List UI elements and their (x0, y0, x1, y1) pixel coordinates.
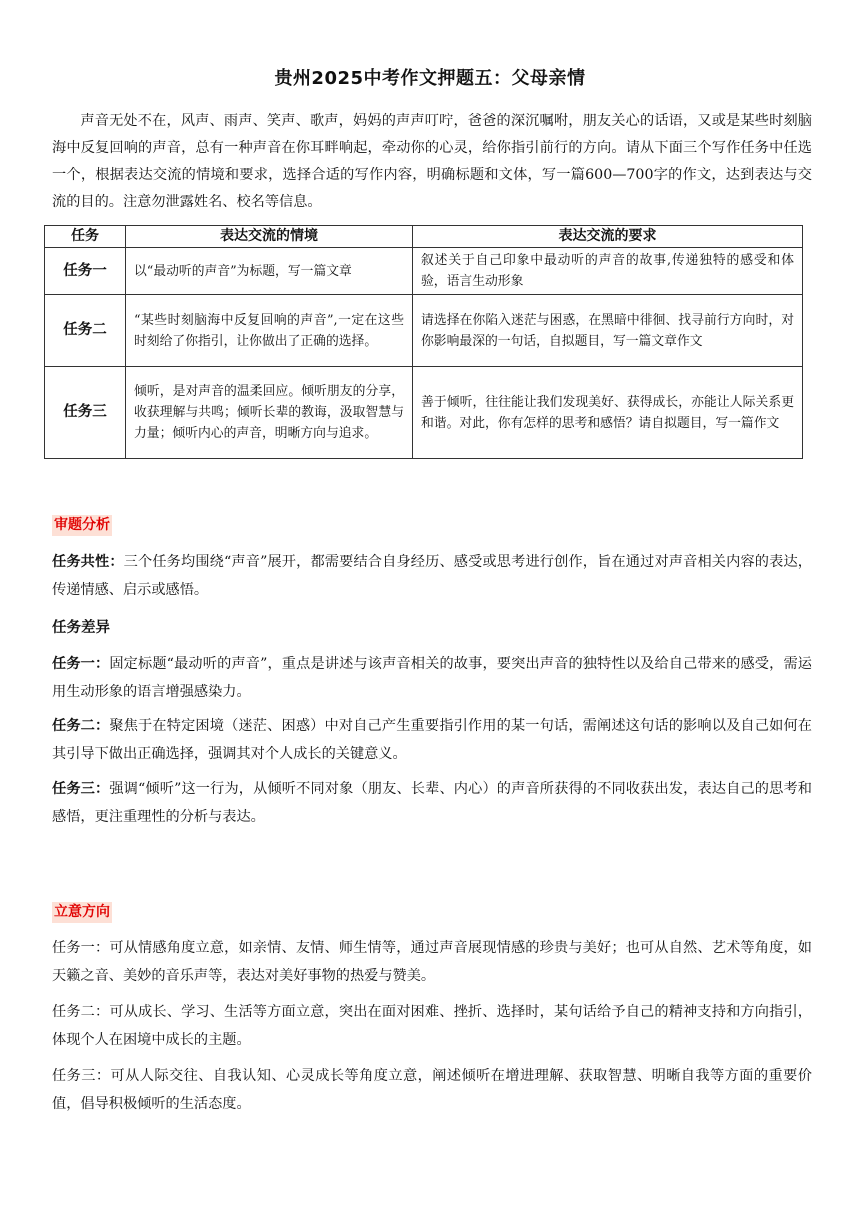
analysis-item-label: 任务二： (52, 718, 110, 734)
direction-item: 任务一：可从情感角度立意，如亲情、友情、师生情等，通过声音展现情感的珍贵与美好；也可从自然、艺术等角度，如天籁之音、美妙的音乐声等，表达对美好事物的热爱与赞美。 (52, 940, 812, 984)
table-header-task: 任务 (45, 226, 126, 248)
table-row (45, 367, 803, 459)
analysis-common-paragraph (52, 548, 812, 604)
task-requirement: 善于倾听，往往能让我们发现美好、获得成长，亦能让人际关系更和谐。对此，你有怎样的思考和感悟？请自拟题目，写一篇作文 (413, 367, 803, 459)
section-label-analysis: 审题分析 (52, 515, 112, 536)
task-name: 任务一 (45, 248, 126, 295)
analysis-item-text: 聚焦于在特定困境（迷茫、困惑）中对自己产生重要指引作用的某一句话，需阐述这句话的影响以及自己如何在其引导下做出正确选择，强调其对个人成长的关键意义。 (52, 718, 812, 762)
direction-item: 任务二：可从成长、学习、生活等方面立意，突出在面对困难、挫折、选择时，某句话给予自己的精神支持和方向指引，体现个人在困境中成长的主题。 (52, 1004, 812, 1048)
analysis-item (52, 650, 812, 706)
table-row (45, 295, 803, 367)
task-situation: 以“最动听的声音”为标题，写一篇文章 (126, 248, 413, 295)
analysis-item (52, 712, 812, 768)
direction-item: 任务三：可从人际交往、自我认知、心灵成长等角度立意，阐述倾听在增进理解、获取智慧、明晰自我等方面的重要价值，倡导积极倾听的生活态度。 (52, 1068, 812, 1112)
analysis-item-label: 任务一： (52, 656, 110, 672)
task-table (44, 225, 803, 459)
analysis-common-label: 任务共性： (52, 554, 124, 570)
analysis-item (52, 775, 812, 831)
table-header-requirement: 表达交流的要求 (413, 226, 803, 248)
table-header-situation: 表达交流的情境 (126, 226, 413, 248)
task-requirement: 请选择在你陷入迷茫与困惑，在黑暗中徘徊、找寻前行方向时，对你影响最深的一句话，自拟题目，写一篇文章作文 (413, 295, 803, 367)
task-name: 任务三 (45, 367, 126, 459)
task-situation: 倾听，是对声音的温柔回应。倾听朋友的分享，收获理解与共鸣；倾听长辈的教诲，汲取智慧与力量；倾听内心的声音，明晰方向与追求。 (126, 367, 413, 459)
intro-paragraph: 声音无处不在，风声、雨声、笑声、歌声，妈妈的声声叮咛，爸爸的深沉嘱咐，朋友关心的话语，又或是某些时刻脑海中反复回响的声音，总有一种声音在你耳畔响起，牵动你的心灵，给你指引前行的方向。请从下面三个写作任务中任选一个，根据表达交流的情境和要求，选择合适的写作内容，明确标题和文体，写一篇600—700字的作文，达到表达与交流的目的。注意勿泄露姓名、校名等信息。 (52, 113, 812, 210)
analysis-common-text: 三个任务均围绕“声音”展开，都需要结合自身经历、感受或思考进行创作，旨在通过对声音相关内容的表达，传递情感、启示或感悟。 (52, 554, 812, 598)
section-label-direction: 立意方向 (52, 902, 112, 923)
analysis-item-text: 强调“倾听”这一行为，从倾听不同对象（朋友、长辈、内心）的声音所获得的不同收获出发，表达自己的思考和感悟，更注重理性的分析与表达。 (52, 781, 812, 825)
task-name: 任务二 (45, 295, 126, 367)
analysis-item-text: 固定标题“最动听的声音”，重点是讲述与该声音相关的故事，要突出声音的独特性以及给自己带来的感受，需运用生动形象的语言增强感染力。 (52, 656, 812, 700)
analysis-item-label: 任务三： (52, 781, 110, 797)
analysis-diff-heading: 任务差异 (52, 620, 110, 636)
page-title: 贵州2025中考作文押题五：父母亲情 (274, 68, 586, 89)
task-situation: “某些时刻脑海中反复回响的声音”,一定在这些时刻给了你指引，让你做出了正确的选择。 (126, 295, 413, 367)
task-requirement: 叙述关于自己印象中最动听的声音的故事,传递独特的感受和体验，语言生动形象 (413, 248, 803, 295)
table-row (45, 248, 803, 295)
table-header-row (45, 226, 803, 248)
